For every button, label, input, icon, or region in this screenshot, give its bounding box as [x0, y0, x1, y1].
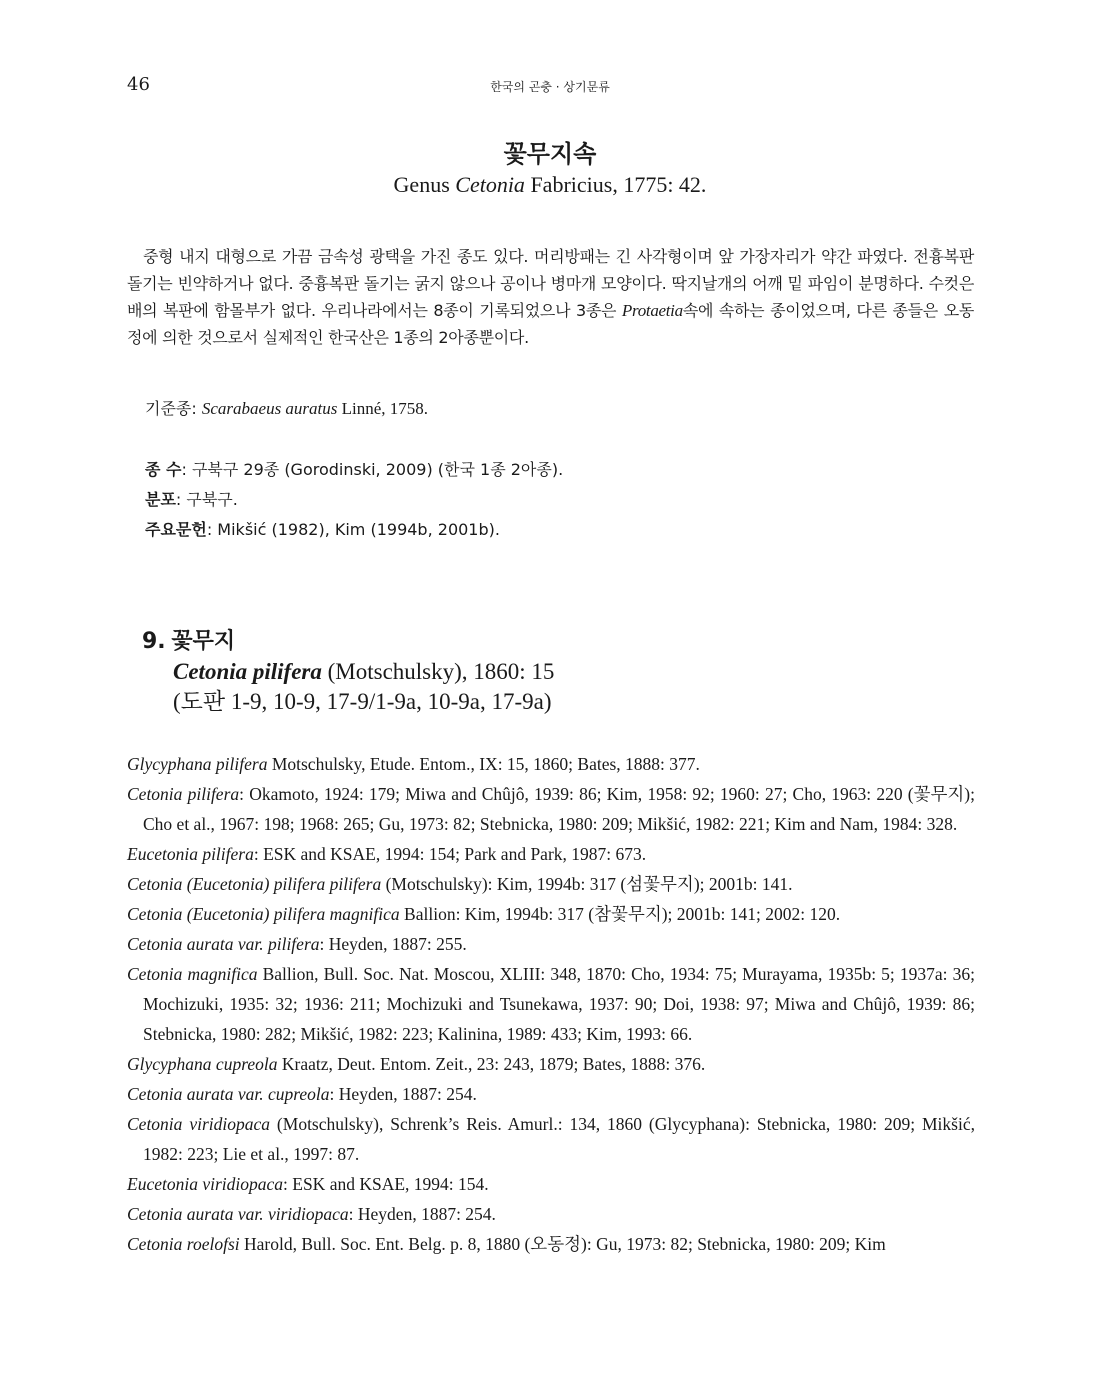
species-heading	[142, 626, 554, 717]
species-count-line	[145, 455, 563, 485]
running-head: 한국의 곤충 · 상기문류	[490, 80, 610, 94]
genus-latin-title	[0, 172, 1100, 198]
synonym-name: Cetonia pilifera	[127, 784, 240, 804]
synonym-citation: Kraatz, Deut. Entom. Zeit., 23: 243, 1879; Bates, 1888: 376.	[277, 1054, 706, 1074]
synonym-entry	[127, 959, 975, 1049]
synonym-entry	[127, 1079, 975, 1109]
description-text-1: 중형 내지 대형으로 가끔 금속성 광택을 가진 종도 있다. 머리방패는 긴 사각형이며 앞 가장자리가 약간 파였다. 전흉복판 돌기는 빈약하거나 없다. 중흉복판 돌기는 굵지 않으나 공이나 병마개 모양이다. 딱지날개의 어깨 밑 파임이 분명하다. 수컷은 배의 복판에 함몰부가 없다. 우리나라에서는 8종이 기록되었으나 3종은	[127, 247, 974, 320]
species-title-line	[142, 626, 554, 657]
synonym-name: Cetonia roelofsi	[127, 1234, 240, 1254]
distribution-label: 분포	[145, 490, 176, 509]
synonym-citation: : ESK and KSAE, 1994: 154.	[283, 1174, 489, 1194]
description-text-2: 속에 속하는 종이었으며, 다른 종들은 오동정에 의한 것으로서 실제적인 한국산은 1종의 2아종뿐이다.	[127, 301, 975, 347]
synonym-entry	[127, 1109, 975, 1169]
synonym-entry	[127, 779, 975, 839]
synonym-citation: : Heyden, 1887: 254.	[329, 1084, 477, 1104]
distribution-value: : 구북구.	[175, 490, 238, 509]
synonym-citation: (Motschulsky), Schrenk’s Reis. Amurl.: 134, 1860 (Glycyphana): Stebnicka, 1980: 209; Mikšić, 1982: 223; Lie et al., 1997: 87.	[143, 1114, 975, 1164]
synonym-name: Glycyphana cupreola	[127, 1054, 278, 1074]
synonymy-list	[127, 749, 975, 1259]
synonym-citation: : Heyden, 1887: 255.	[319, 934, 467, 954]
synonym-citation: Harold, Bull. Soc. Ent. Belg. p. 8, 1880 (오동정): Gu, 1973: 82; Stebnicka, 1980: 209; Kim	[239, 1234, 886, 1254]
genus-meta	[145, 455, 563, 545]
references-label: 주요문헌	[145, 520, 207, 539]
genus-authority: Fabricius, 1775: 42.	[524, 172, 707, 197]
synonym-name: Cetonia aurata var. viridiopaca	[127, 1204, 349, 1224]
type-species-name: Scarabaeus auratus	[201, 399, 338, 418]
synonym-name: Cetonia (Eucetonia) pilifera magnifica	[127, 904, 400, 924]
references-line	[145, 515, 563, 545]
synonym-citation: (Motschulsky): Kim, 1994b: 317 (섬꽃무지); 2001b: 141.	[381, 874, 793, 894]
synonym-name: Cetonia viridiopaca	[127, 1114, 271, 1134]
synonym-citation: Ballion, Bull. Soc. Nat. Moscou, XLIII: 348, 1870: Cho, 1934: 75; Murayama, 1935b: 5; 1937a: 36; Mochizuki, 1935: 32; 1936: 211; Mochizuki and Tsunekawa, 1937: 90; Doi, 1938: 97; Miwa and Chûjô, 1939: 86; Stebnicka, 1980: 282; Mikšić, 1982: 223; Kalinina, 1989: 433; Kim, 1993: 66.	[143, 964, 975, 1044]
genus-prefix: Genus	[393, 172, 456, 197]
species-number: 9.	[142, 629, 166, 654]
synonym-entry	[127, 1229, 975, 1259]
synonym-citation: : Heyden, 1887: 254.	[348, 1204, 496, 1224]
synonym-name: Glycyphana pilifera	[127, 754, 268, 774]
genus-name: Cetonia	[455, 172, 525, 197]
genus-korean-title: 꽃무지속	[503, 140, 597, 168]
species-plates: (도판 1-9, 10-9, 17-9/1-9a, 10-9a, 17-9a)	[173, 689, 552, 714]
synonym-entry	[127, 929, 975, 959]
synonym-entry	[127, 749, 975, 779]
references-value: : Mikšić (1982), Kim (1994b, 2001b).	[206, 520, 500, 539]
species-count-label: 종 수	[145, 460, 182, 479]
synonym-name: Eucetonia pilifera	[127, 844, 254, 864]
synonym-entry	[127, 899, 975, 929]
page-number: 46	[127, 74, 150, 95]
type-species	[145, 396, 428, 419]
species-latin-line	[142, 657, 554, 687]
type-species-label: 기준종:	[145, 399, 202, 418]
synonym-citation: Ballion: Kim, 1994b: 317 (참꽃무지); 2001b: 141; 2002: 120.	[399, 904, 841, 924]
description-italic: Protaetia	[621, 301, 683, 320]
synonym-entry	[127, 839, 975, 869]
synonym-name: Eucetonia viridiopaca	[127, 1174, 284, 1194]
genus-description	[127, 243, 974, 351]
synonym-citation: Motschulsky, Etude. Entom., IX: 15, 1860; Bates, 1888: 377.	[267, 754, 700, 774]
distribution-line	[145, 485, 563, 515]
synonym-entry	[127, 1049, 975, 1079]
species-authority: (Motschulsky), 1860: 15	[321, 659, 555, 684]
synonym-name: Cetonia (Eucetonia) pilifera pilifera	[127, 874, 382, 894]
synonym-entry	[127, 1199, 975, 1229]
synonym-name: Cetonia aurata var. pilifera	[127, 934, 320, 954]
synonym-citation: : Okamoto, 1924: 179; Miwa and Chûjô, 1939: 86; Kim, 1958: 92; 1960: 27; Cho, 1963: 220 (꽃무지); Cho et al., 1967: 198; 1968: 265; Gu, 1973: 82; Stebnicka, 1980: 209; Mikšić, 1982: 221; Kim and Nam, 1984: 328.	[143, 784, 975, 834]
synonym-entry	[127, 1169, 975, 1199]
species-name: Cetonia pilifera	[173, 659, 322, 684]
synonym-citation: : ESK and KSAE, 1994: 154; Park and Park, 1987: 673.	[253, 844, 647, 864]
type-species-authority: Linné, 1758.	[337, 399, 429, 418]
synonym-name: Cetonia magnifica	[127, 964, 258, 984]
species-count-value: : 구북구 29종 (Gorodinski, 2009) (한국 1종 2아종).	[181, 460, 564, 479]
synonym-entry	[127, 869, 975, 899]
synonym-name: Cetonia aurata var. cupreola	[127, 1084, 330, 1104]
species-korean-name: 꽃무지	[171, 629, 236, 654]
